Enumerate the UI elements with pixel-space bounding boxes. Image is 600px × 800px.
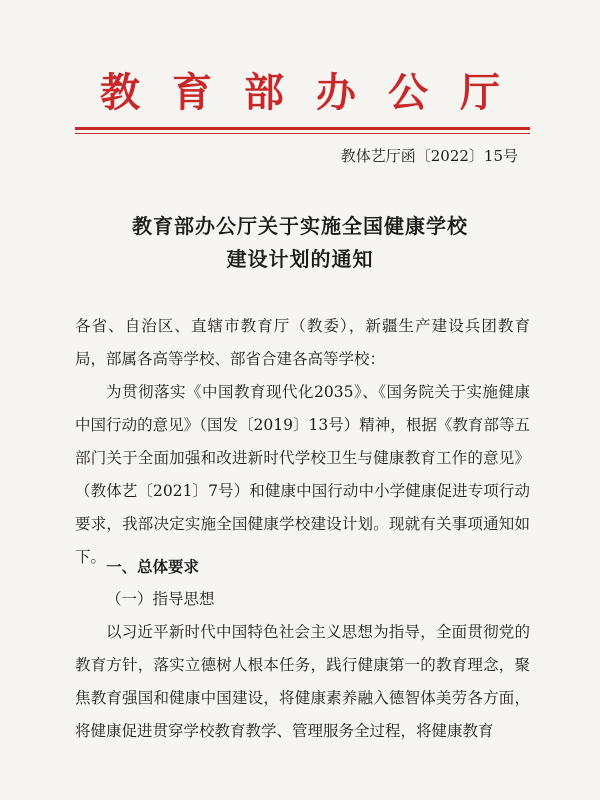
intro-paragraph: 为贯彻落实《中国教育现代化2035》、《国务院关于实施健康中国行动的意见》（国发〔2019〕13号）精神，根据《教育部等五部门关于全面加强和改进新时代学校卫生与健康教育工作的意见》（教体艺〔2021〕7号）和健康中国行动中小学健康促进专项行动要求，我部决定实施全国健康学校建设计划。现就有关事项通知如下。 xyxy=(75,383,530,566)
letterhead-char: 育 xyxy=(172,69,212,116)
document-number: 教体艺厅函〔2022〕15号 xyxy=(340,147,518,165)
section-heading: 一、总体要求 xyxy=(106,557,200,576)
subsection-heading: （一）指导思想 xyxy=(106,590,215,608)
body-paragraph: 以习近平新时代中国特色社会主义思想为指导，全面贯彻党的教育方针，落实立德树人根本任务，践行健康第一的教育理念，聚焦教育强国和健康中国建设，将健康素养融入德智体美劳各方面，将健康促进贯穿学校教育教学、管理服务全过程，将健康教育 xyxy=(75,623,530,740)
red-divider-thick xyxy=(75,127,530,130)
document-title-line-1: 教育部办公厅关于实施全国健康学校 xyxy=(132,214,468,238)
red-divider-thin xyxy=(75,133,530,134)
document-title-line-2: 建设计划的通知 xyxy=(226,247,374,271)
letterhead-char: 厅 xyxy=(460,69,500,116)
issuer-letterhead xyxy=(100,68,500,118)
addressee-paragraph: 各省、自治区、直辖市教育厅（教委），新疆生产建设兵团教育局，部属各高等学校、部省合建各高等学校： xyxy=(75,317,530,368)
letterhead-char: 公 xyxy=(388,69,428,116)
letterhead-char: 办 xyxy=(316,69,356,116)
letterhead-char: 教 xyxy=(100,69,140,116)
letterhead-char: 部 xyxy=(244,69,284,116)
